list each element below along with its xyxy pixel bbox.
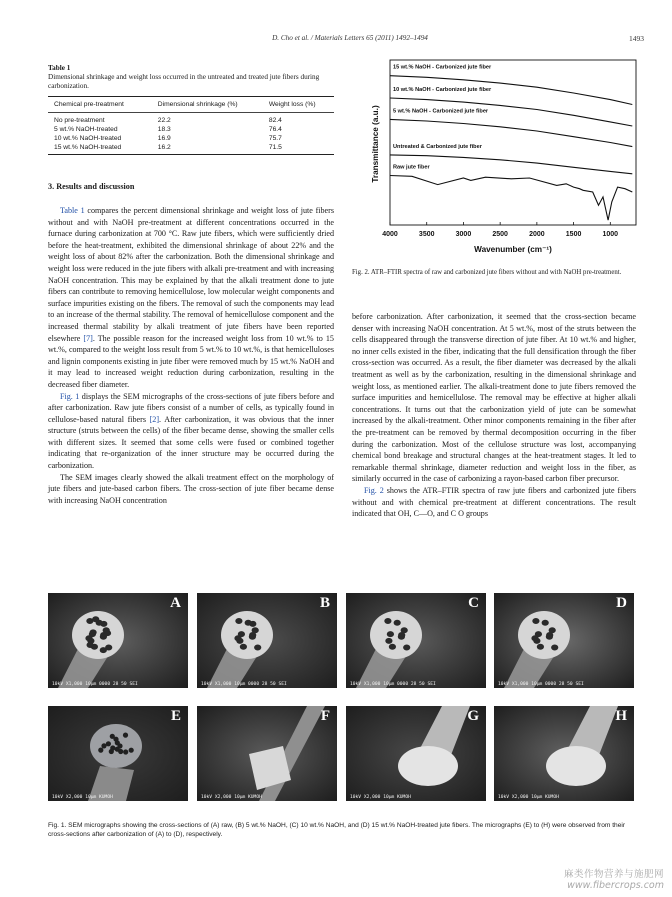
sem-panel-b [197,593,337,688]
x-tick-label: 1500 [565,231,582,238]
watermark-title: 麻类作物营养与施肥网 [563,869,664,880]
table-row [48,143,334,155]
sem-scale-bar-text: 10kV X1,000 10μm 0000 28 50 SEI [350,682,436,687]
running-title: D. Cho et al. / Materials Letters 65 (2011) 1492–1494 [272,34,428,42]
sem-panel-f [197,706,337,801]
table-row [48,113,334,126]
table-cell: 82.4 [268,117,282,124]
table-cell: 10 wt.% NaOH-treated [54,135,122,142]
watermark [564,866,664,891]
sem-scale-bar-text: 10kV X1,000 10μm 0000 28 50 SEI [498,682,584,687]
paragraph [352,485,636,520]
sem-panel-letter: A [170,595,181,611]
table-cell: 16.9 [157,135,171,142]
watermark-url: www.fibercrops.com [567,880,664,891]
left-column [48,205,334,506]
table-header-row [48,97,334,113]
table-cell: 71.5 [268,144,282,151]
sem-scale-bar-text: 10kV X1,000 10μm 0000 28 50 SEI [201,682,287,687]
series-label-2: 5 wt.% NaOH - Carbonized jute fiber [393,108,489,115]
paragraph-text: shows the ATR–FTIR spectra of raw jute fibers and carbonized jute fibers without and with chemical pre-treatment at different concentrations. The result indicated that OH, C—O, and C O groups [352,485,636,519]
sem-panel-letter: C [468,595,479,611]
y-axis-label: Transmittance (a.u.) [371,105,380,183]
sem-scale-bar-text: 10kV X2,000 10μm KUMOH [498,795,559,800]
paragraph-text: displays the SEM micrographs of the cross-sections of jute fibers before and after carbonization. Raw jute fibers consist of a number of cells, as typically found in cellulose-based natural fibers [48,391,334,424]
sem-scale-bar-text: 10kV X2,000 10μm KUMOH [52,795,113,800]
paragraph: before carbonization. After carbonization, it seemed that the cross-section became denser with increasing NaOH concentration. At 5 wt.%, most of the struts between the cells disappeared through the transverse direction of jute fiber. At 10 wt.% and higher, no inner cells existed in the fiber, indicating that the full densification through the fiber cross-section was occurred. As a result, the fiber diameter was decreased by the alkali treatment as well as by the carbonization, resulting in the dimensional shrinkage and weight loss, as mentioned earlier. The alkali-treatment done to jute fibers removed the surface impurities and hemicellulose. The removal may be effective at higher alkali concentrations. It turns out that the carbonization yield of jute can be somewhat increased by the alkali-treatment. Other minor components remaining in the fiber after the pre-treatment can be removed by thermal decomposition occurring in the fiber during the carbonization. Most of the cellulose structure was lost, accompanying chemical bond breakage and structural changes at the heat-treatment stages. It led to remarkable thermal shrinkage, diameter reduction and weight loss in the fiber, as similarly occurred in the case of carbonizing a rayon-based carbon fiber precursor. [352,312,636,484]
sem-panel-h [494,706,634,801]
series-line-4 [390,176,632,221]
sem-scale-bar-text: 10kV X2,000 10μm KUMOH [201,795,262,800]
x-tick-label: 2000 [529,231,545,238]
right-column [352,311,636,520]
table-label: Table 1 [48,64,71,72]
page-number: 1493 [629,34,644,43]
table-cell: 5 wt.% NaOH-treated [54,126,118,133]
citation-link[interactable]: [7] [83,333,93,343]
series-line-2 [390,119,632,146]
citation-link[interactable]: [2] [149,414,160,424]
series-label-0: 15 wt.% NaOH - Carbonized jute fiber [393,64,492,71]
sem-panel-a [48,593,188,688]
ftir-chart [370,56,640,268]
sem-panel-g [346,706,486,801]
sem-scale-bar-text: 10kV X1,000 10μm 0000 28 50 SEI [52,682,138,687]
table-cell: 16.2 [157,144,171,151]
table-reference-link[interactable]: Table 1 [60,206,85,215]
sem-panel-letter: F [320,708,330,724]
sem-panel-letter: E [170,708,181,724]
paragraph-text: . The possible reason for the increased weight loss from 10 wt.% to 15 wt.%, compared to the weight loss result from 5 wt.% to 10 wt.%, is that hemicelluloses and lignin components existing in jute fiber were removed much by 15 wt.% NaOH and it may lead to increased weight reduction during carbonization, resulting in the decreased fiber diameter. [48,333,334,389]
table-cell: No pre-treatment [54,117,105,124]
figure-reference-link[interactable]: Fig. 1 [60,391,80,401]
table-header-cell: Weight loss (%) [268,100,316,108]
x-tick-label: 3500 [418,231,435,238]
paragraph-text: compares the percent dimensional shrinkage and weight loss of jute fibers without and with NaOH pre-treatment at different concentrations occurred in the furnace during carbonization at 700 °C. Raw jute fibers, which were sufficiently dried before the heat-treatment, exhibited the dimensional shrinkage of about 22% and the weight loss of about 82% after the carbonization. Both the dimensional shrinkage and weight loss were reduced in the jute fibers with alkali pre-treatment and with increasing NaOH concentration. This may be explained by that the alkali treatment done to jute fibers can contribute to removing hemicellulose, low molecular weight components and surface impurities existing on the fibers. The removal of such the components may lead to an increase of the thermal stability. The removal of hemicellulose component and the increased thermal stability by alkali treatment of jute fibers have been reported elsewhere [48,206,334,343]
figure1-caption: Fig. 1. SEM micrographs showing the cross-sections of (A) raw, (B) 5 wt.% NaOH, (C) 10 wt.% NaOH, and (D) 15 wt.% NaOH-treated jute fibers. The micrographs (E) to (H) were observed from their cross-sections after carbonization of (A) to (D), respectively. [48,822,626,838]
x-tick-label: 4000 [382,231,398,238]
series-label-4: Raw jute fiber [393,164,430,171]
x-axis-label: Wavenumber (cm⁻¹) [474,245,552,254]
table-cell: 75.7 [268,135,282,142]
sem-panel-e [48,706,188,801]
table-header-cell: Chemical pre-treatment [54,100,124,108]
ftir-figure [370,56,640,268]
sem-panel-c [346,593,486,688]
x-tick-label: 1000 [602,231,619,238]
sem-scale-bar-text: 10kV X2,000 10μm KUMOH [350,795,411,800]
table-caption: Dimensional shrinkage and weight loss occurred in the untreated and treated jute fibers during carbonization. [48,73,320,90]
data-table [48,97,334,155]
paragraph [48,205,334,391]
table-cell: 76.4 [268,126,282,133]
x-tick-label: 2500 [492,231,508,238]
series-label-1: 10 wt.% NaOH - Carbonized jute fiber [393,86,492,93]
figure2-caption: Fig. 2. ATR–FTIR spectra of raw and carbonized jute fibers without and with NaOH pre-treatment. [352,269,622,276]
table-row [48,125,334,134]
sem-panel-letter: B [319,595,330,611]
sem-panel-d [494,593,634,688]
figure-reference-link[interactable]: Fig. 2 [364,485,384,495]
series-label-3: Untreated & Carbonized jute fiber [393,143,482,150]
table-row [48,134,334,143]
sem-panel-letter: H [615,708,627,724]
table-cell: 22.2 [157,117,171,124]
sem-panel-letter: D [616,595,627,611]
paragraph: The SEM images clearly showed the alkali treatment effect on the morphology of jute fibers and jute-based carbon fibers. The cross-section of jute fiber became dense with increasing NaOH concentration [48,472,334,505]
paragraph [48,391,334,472]
sem-panel-letter: G [467,708,479,724]
x-tick-label: 3000 [455,231,472,238]
table-cell: 18.3 [157,126,171,133]
table-header-cell: Dimensional shrinkage (%) [157,100,238,108]
table-cell: 15 wt.% NaOH-treated [54,144,122,151]
section-heading: 3. Results and discussion [48,182,135,191]
paragraph-text: . After carbonization, it was obvious that the inner structure (struts between the cells) of the fiber became dense, showing the smaller cells with different sizes. It seemed that some cells were fused or combined together indicating that re-organization of the inner structure may be occurred during the carbonization. [48,414,334,471]
